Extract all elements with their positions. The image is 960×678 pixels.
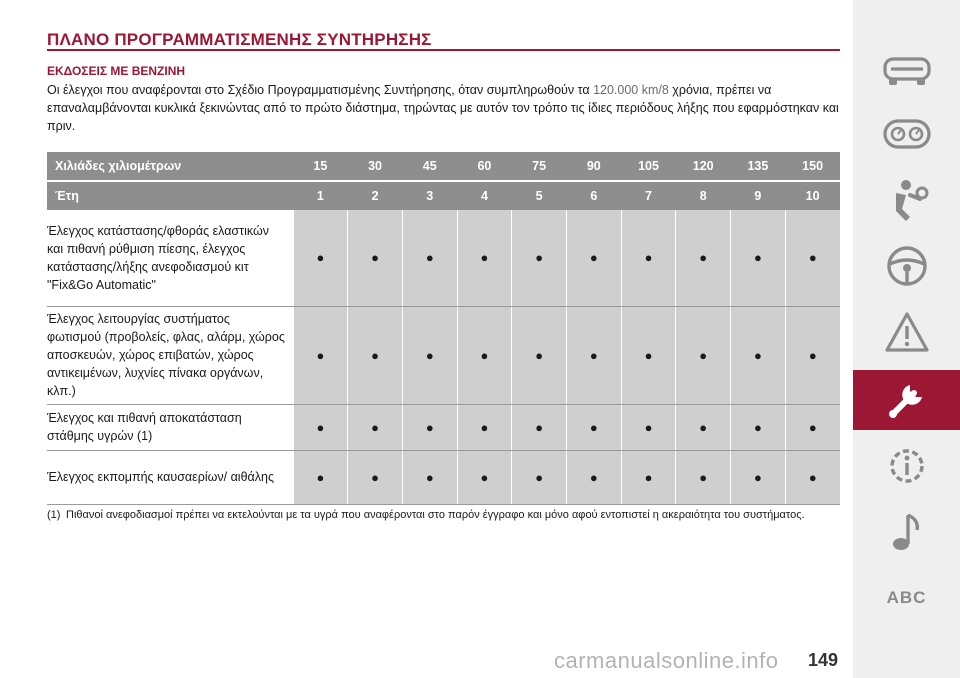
check-dot: ●	[348, 210, 403, 306]
check-dot: ●	[402, 404, 457, 450]
nav-maintenance[interactable]	[853, 370, 960, 430]
check-dot: ●	[621, 210, 676, 306]
header-year-cell: 2	[348, 181, 403, 210]
table-row	[47, 450, 840, 504]
check-dot: ●	[402, 210, 457, 306]
header-km-cell: 150	[785, 152, 840, 181]
check-dot: ●	[621, 404, 676, 450]
header-row-years	[47, 181, 840, 210]
check-dot: ●	[676, 404, 731, 450]
check-dot: ●	[731, 404, 786, 450]
check-dot: ●	[731, 450, 786, 504]
intro-interval-value: 120.000 km/8	[593, 83, 669, 97]
row-label: Έλεγχος λειτουργίας συστήματος φωτισμού (προβολείς, φλας, αλάρμ, χώρος αποσκευών, χώρος επιβατών, χώρος αντικειμένων, λυχνίες πίνακα οργάνων, κλπ.)	[47, 306, 293, 404]
header-km-cell: 75	[512, 152, 567, 181]
header-row-km	[47, 152, 840, 181]
check-dot: ●	[512, 306, 567, 404]
header-km-cell: 120	[676, 152, 731, 181]
nav-safety[interactable]	[853, 170, 960, 230]
table-row	[47, 306, 840, 404]
header-year-cell: 10	[785, 181, 840, 210]
nav-index-label: ABC	[886, 588, 927, 607]
check-dot: ●	[402, 306, 457, 404]
footnote-text: Πιθανοί ανεφοδιασμοί πρέπει να εκτελούνται με τα υγρά που αναφέρονται στο παρόν έγγραφο και μόνο αφού εντοπιστεί η ακεραιότητα του συστήματος.	[66, 509, 805, 521]
intro-text-start: Οι έλεγχοι που αναφέρονται στο Σχέδιο Προγραμματισμένης Συντήρησης, όταν συμπληρωθούν τα	[47, 83, 594, 97]
header-year-cell: 8	[676, 181, 731, 210]
footnote-marker: (1)	[47, 509, 61, 521]
check-dot: ●	[621, 450, 676, 504]
row-label: Έλεγχος και πιθανή αποκατάσταση στάθμης υγρών (1)	[47, 404, 293, 450]
check-dot: ●	[348, 306, 403, 404]
nav-emergency[interactable]	[853, 302, 960, 362]
check-dot: ●	[676, 306, 731, 404]
check-dot: ●	[731, 210, 786, 306]
check-dot: ●	[785, 306, 840, 404]
check-dot: ●	[512, 404, 567, 450]
header-year-cell: 4	[457, 181, 512, 210]
check-dot: ●	[457, 210, 512, 306]
nav-multimedia[interactable]	[853, 502, 960, 562]
header-year-cell: 3	[402, 181, 457, 210]
table-row	[47, 210, 840, 306]
check-dot: ●	[293, 210, 348, 306]
check-dot: ●	[676, 210, 731, 306]
check-dot: ●	[731, 306, 786, 404]
header-km-cell: 135	[731, 152, 786, 181]
car-icon	[883, 52, 931, 88]
info-gear-icon	[884, 443, 930, 489]
nav-car[interactable]	[853, 40, 960, 100]
check-dot: ●	[457, 306, 512, 404]
header-km-cell: 60	[457, 152, 512, 181]
check-dot: ●	[512, 450, 567, 504]
header-year-cell: 1	[293, 181, 348, 210]
header-year-cell: 6	[566, 181, 621, 210]
nav-index[interactable]	[853, 568, 960, 628]
check-dot: ●	[348, 450, 403, 504]
footnote	[47, 508, 842, 523]
row-label: Έλεγχος κατάστασης/φθοράς ελαστικών και πιθανή ρύθμιση πίεσης, έλεγχος κατάστασης/λήξης ανεφοδιασμού κιτ "Fix&Go Automatic"	[47, 210, 293, 306]
section-subtitle: ΕΚΔΟΣΕΙΣ ΜΕ ΒΕΝΖΙΝΗ	[47, 64, 186, 78]
check-dot: ●	[293, 450, 348, 504]
check-dot: ●	[566, 450, 621, 504]
check-dot: ●	[512, 210, 567, 306]
check-dot: ●	[293, 306, 348, 404]
check-dot: ●	[348, 404, 403, 450]
check-dot: ●	[785, 450, 840, 504]
header-km-cell: 90	[566, 152, 621, 181]
check-dot: ●	[457, 450, 512, 504]
header-year-cell: 9	[731, 181, 786, 210]
check-dot: ●	[402, 450, 457, 504]
check-dot: ●	[621, 306, 676, 404]
check-dot: ●	[676, 450, 731, 504]
nav-driving[interactable]	[853, 236, 960, 296]
row-label: Έλεγχος εκπομπής καυσαερίων/ αιθάλης	[47, 450, 293, 504]
table-row	[47, 404, 840, 450]
warning-triangle-icon	[884, 311, 930, 353]
check-dot: ●	[785, 404, 840, 450]
check-dot: ●	[566, 404, 621, 450]
nav-technical-data[interactable]	[853, 436, 960, 496]
dashboard-gauges-icon	[883, 117, 931, 151]
header-year-cell: 5	[512, 181, 567, 210]
music-note-icon	[887, 510, 927, 554]
chapter-sidebar	[853, 0, 960, 678]
header-km-label: Χιλιάδες χιλιομέτρων	[47, 152, 293, 181]
header-km-cell: 15	[293, 152, 348, 181]
header-km-cell: 45	[402, 152, 457, 181]
header-years-label: Έτη	[47, 181, 293, 210]
intro-paragraph	[47, 81, 847, 135]
page-number: 149	[808, 650, 839, 670]
check-dot: ●	[785, 210, 840, 306]
maintenance-schedule-table	[47, 152, 840, 505]
check-dot: ●	[293, 404, 348, 450]
check-dot: ●	[457, 404, 512, 450]
header-km-cell: 30	[348, 152, 403, 181]
wrench-icon	[884, 377, 930, 423]
seat-airbag-icon	[884, 177, 930, 223]
check-dot: ●	[566, 210, 621, 306]
header-year-cell: 7	[621, 181, 676, 210]
title-divider	[47, 49, 840, 51]
watermark: carmanualsonline.info	[554, 648, 779, 673]
page-title: ΠΛΑΝΟ ΠΡΟΓΡΑΜΜΑΤΙΣΜΕΝΗΣ ΣΥΝΤΗΡΗΣΗΣ	[47, 30, 432, 49]
intro-text-end: χρόνια, πρέπει να επαναλαμβάνονται κυκλικά ξεκινώντας από το πρώτο διάστημα, τηρώντας με αυτόν τον τρόπο τις ίδιες περιόδους λήξης που εφαρμόστηκαν και πριν.	[47, 83, 839, 133]
header-km-cell: 105	[621, 152, 676, 181]
check-dot: ●	[566, 306, 621, 404]
nav-dashboard[interactable]	[853, 104, 960, 164]
steering-wheel-icon	[885, 244, 929, 288]
